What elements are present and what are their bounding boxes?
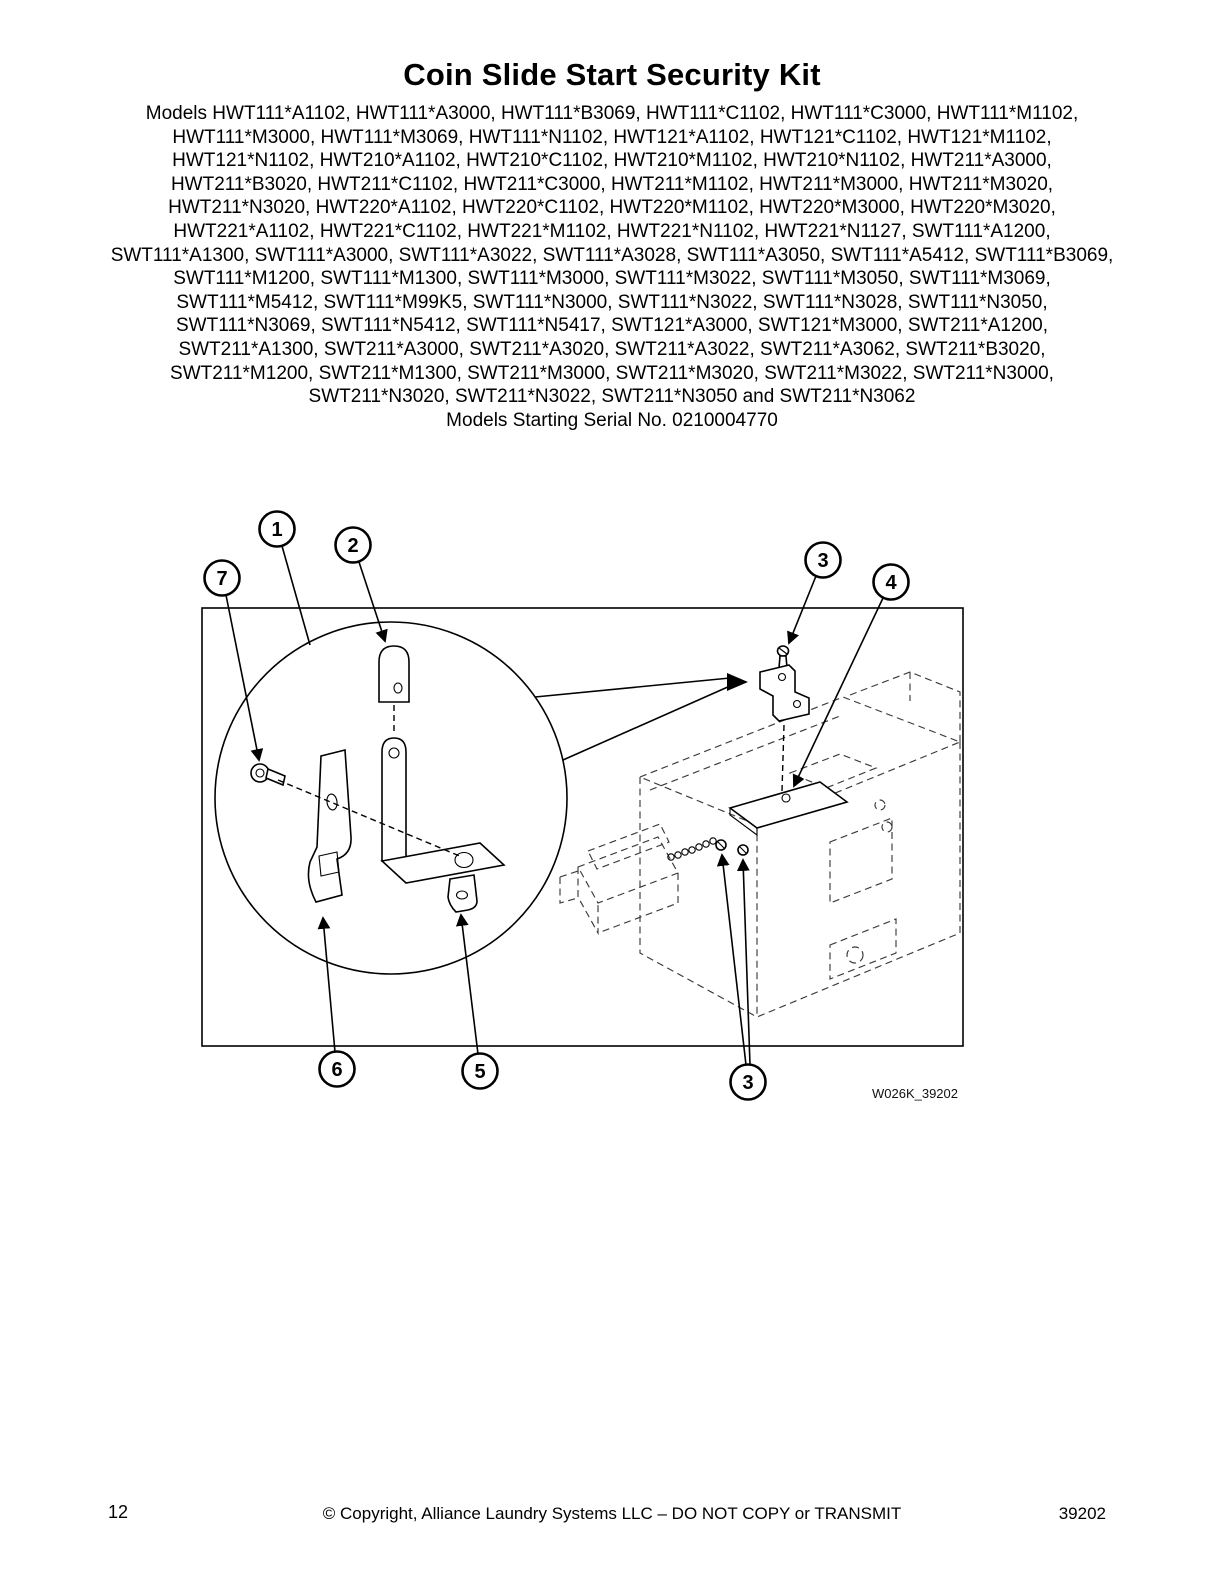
parts-diagram: [190, 505, 980, 1110]
part-3-screws: [716, 840, 748, 855]
callout-2: [336, 528, 371, 563]
callout-3-bottom: [731, 1065, 766, 1100]
callout-3-top: [806, 543, 841, 578]
part-6-hook-bracket: [308, 750, 351, 902]
part-4-plate: [730, 782, 847, 835]
callout-1-leader: [282, 546, 310, 645]
svg-text:4: 4: [885, 572, 897, 594]
models-list: Models HWT111*A1102, HWT111*A3000, HWT111*B3069, HWT111*C1102, HWT111*C3000, HWT111*M1102, HWT111*M3000, HWT111*M3069, HWT111*N1102, HWT121*A1102, HWT121*C1102, HWT121*M1102, HWT121*N1102, HWT210*A1102, HWT210*C1102, HWT210*M1102, HWT210*N1102, HWT211*A3000, HWT211*B3020, HWT211*C1102, HWT211*C3000, HWT211*M1102, HWT211*M3000, HWT211*M3020, HWT211*N3020, HWT220*A1102, HWT220*C1102, HWT220*M1102, HWT220*M3000, HWT220*M3020, HWT221*A1102, HWT221*C1102, HWT221*M1102, HWT221*N1102, HWT221*N1127, SWT111*A1200, SWT111*A1300, SWT111*A3000, SWT111*A3022, SWT111*A3028, SWT111*A3050, SWT111*A5412, SWT111*B3069, SWT111*M1200, SWT111*M1300, SWT111*M3000, SWT111*M3022, SWT111*M3050, SWT111*M3069, SWT111*M5412, SWT111*M99K5, SWT111*N3000, SWT111*N3022, SWT111*N3028, SWT111*N3050, SWT111*N3069, SWT111*N5412, SWT111*N5417, SWT121*A3000, SWT121*M3000, SWT211*A1200, SWT211*A1300, SWT211*A3000, SWT211*A3020, SWT211*A3022, SWT211*A3062, SWT211*B3020, SWT211*M1200, SWT211*M1300, SWT211*M3000, SWT211*M3020, SWT211*M3022, SWT211*N3000, SWT211*N3020, SWT211*N3022, SWT211*N3050 and SWT211*N3062: [110, 103, 1114, 408]
part-2-tab: [379, 646, 409, 734]
callout-6-leader: [323, 918, 335, 1052]
svg-text:3: 3: [742, 1072, 754, 1094]
svg-text:6: 6: [331, 1059, 343, 1081]
parts-diagram-svg: [190, 505, 980, 1110]
page-title: Coin Slide Start Security Kit: [403, 57, 821, 92]
callout-7: [205, 561, 240, 596]
callout-6: [320, 1052, 355, 1087]
svg-text:5: 5: [474, 1061, 486, 1083]
figure-code: W026K_39202: [871, 1086, 958, 1101]
spring-chain: [668, 838, 716, 860]
copyright-line: © Copyright, Alliance Laundry Systems LLC – DO NOT COPY or TRANSMIT: [322, 1504, 902, 1523]
doc-number: 39202: [1058, 1504, 1106, 1523]
callout-4-leader: [794, 598, 883, 786]
callout-3-bottom-leader-a: [722, 855, 746, 1065]
page-number: 12: [108, 1502, 129, 1522]
svg-text:7: 7: [216, 568, 228, 590]
callout-4: [874, 565, 909, 600]
machine-outline: [560, 672, 960, 1017]
part-5-l-bracket: [382, 738, 504, 912]
svg-text:2: 2: [347, 535, 359, 557]
diagram-border: [202, 608, 963, 1046]
callout-3-top-leader: [789, 576, 816, 643]
page-footer: [0, 1502, 1224, 1528]
callout-3-bottom-leader-b: [743, 860, 750, 1065]
callout-5-leader: [461, 915, 478, 1054]
callout-2-leader: [359, 562, 385, 641]
serial-note: Models Starting Serial No. 0210004770: [446, 409, 778, 431]
svg-text:3: 3: [817, 550, 829, 572]
callout-5: [463, 1054, 498, 1089]
part-7-screw: [251, 764, 462, 857]
svg-text:1: 1: [271, 519, 283, 541]
callout-1: [260, 512, 295, 547]
callout-7-leader: [226, 595, 259, 760]
